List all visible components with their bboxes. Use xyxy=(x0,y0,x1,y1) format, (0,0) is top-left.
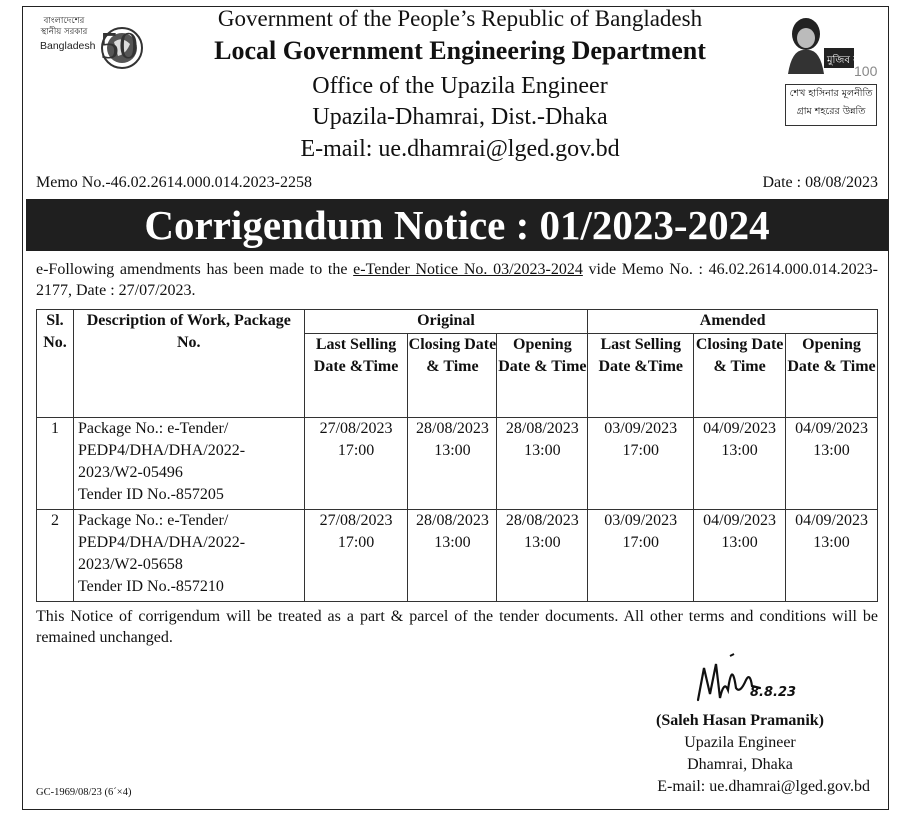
cell-orig-closing xyxy=(408,418,497,510)
government-title: Government of the People’s Republic of Bangladesh xyxy=(217,6,703,31)
time: 17:00 xyxy=(337,534,375,551)
signatory-location: Dhamrai, Dhaka xyxy=(687,756,793,773)
intro-prefix: e-Following amendments has been made to the xyxy=(36,261,354,278)
date: 03/09/2023 xyxy=(604,512,678,529)
time: 13:00 xyxy=(434,534,471,551)
time: 13:00 xyxy=(721,534,758,551)
signatory-block xyxy=(610,710,870,798)
logo-country-text: Bangladesh xyxy=(40,40,96,52)
signatory-email: E-mail: ue.dhamrai@lged.gov.bd xyxy=(657,778,870,795)
time: 13:00 xyxy=(813,442,850,459)
date: 28/08/2023 xyxy=(416,420,489,437)
slogan-line-1: শেখ হাসিনার মূলনীতি xyxy=(789,88,873,99)
col-header-orig-last-selling: Last Selling Date &Time xyxy=(304,334,408,418)
logo-bangla-text: বাংলাদেশের স্থানীয় সরকার xyxy=(40,16,88,37)
cell-amd-closing xyxy=(694,510,786,602)
date: 03/09/2023 xyxy=(604,420,678,437)
date: 04/09/2023 xyxy=(703,512,777,529)
col-header-original: Original xyxy=(304,310,588,334)
mujib-100-logo xyxy=(780,12,878,82)
intro-suffix: vide Memo No. : 46.02.2614.000.014.2023-2177, Date : 27/07/2023. xyxy=(36,261,879,299)
date: 27/08/2023 xyxy=(319,512,393,529)
gc-code: GC-1969/08/23 (6´×4) xyxy=(36,787,132,798)
desc-line: 2023/W2-05496 xyxy=(77,464,183,481)
desc-line: Package No.: e-Tender/ xyxy=(77,512,229,529)
desc-line: PEDP4/DHA/DHA/2022- xyxy=(77,534,246,551)
date: 28/08/2023 xyxy=(505,512,579,529)
time: 17:00 xyxy=(622,442,659,459)
date: 28/08/2023 xyxy=(416,512,489,529)
date: 04/09/2023 xyxy=(795,420,868,437)
col-header-amd-closing: Closing Date & Time xyxy=(694,334,786,418)
time: 17:00 xyxy=(622,534,659,551)
notice-title-banner: Corrigendum Notice : 01/2023-2024 xyxy=(26,199,888,251)
cell-description xyxy=(73,510,304,602)
mujib-logo-number: 100 xyxy=(854,63,878,79)
table-header-row xyxy=(37,310,878,334)
office-email: E-mail: ue.dhamrai@lged.gov.bd xyxy=(300,136,620,162)
slogan-box xyxy=(785,84,877,126)
table-row xyxy=(37,510,878,602)
desc-line: Package No.: e-Tender/ xyxy=(77,420,229,437)
office-title: Office of the Upazila Engineer xyxy=(312,73,608,99)
cell-amd-opening xyxy=(786,418,878,510)
time: 13:00 xyxy=(524,442,561,459)
col-header-description: Description of Work, Package No. xyxy=(73,310,304,418)
cell-description xyxy=(73,418,304,510)
cell-sl: 1 xyxy=(37,418,74,510)
corrigendum-footer-note: This Notice of corrigendum will be treated as a part & parcel of the tender documents. All other terms and conditions will be remained unchanged. xyxy=(36,608,878,646)
cell-orig-opening xyxy=(497,418,588,510)
cell-orig-last-selling xyxy=(304,510,408,602)
col-header-orig-opening: Opening Date & Time xyxy=(497,334,588,418)
col-header-amd-opening: Opening Date & Time xyxy=(786,334,878,418)
date: 27/08/2023 xyxy=(319,420,393,437)
table-row xyxy=(37,418,878,510)
date: 04/09/2023 xyxy=(795,512,868,529)
tender-id: Tender ID No.-857205 xyxy=(77,486,224,503)
col-header-amd-last-selling: Last Selling Date &Time xyxy=(588,334,694,418)
tender-id: Tender ID No.-857210 xyxy=(77,578,224,595)
tender-notice-reference: e-Tender Notice No. 03/2023-2024 xyxy=(353,261,583,278)
amendment-table xyxy=(36,309,878,602)
handwritten-signature xyxy=(690,650,800,712)
mujib-logo-text: মুজিব বর্ষ xyxy=(827,55,865,66)
cell-amd-opening xyxy=(786,510,878,602)
office-location: Upazila-Dhamrai, Dist.-Dhaka xyxy=(312,104,608,130)
logo-number: 50 xyxy=(100,25,138,67)
time: 13:00 xyxy=(434,442,471,459)
desc-line: 2023/W2-05658 xyxy=(77,556,183,573)
col-header-orig-closing: Closing Date & Time xyxy=(408,334,497,418)
desc-line: PEDP4/DHA/DHA/2022- xyxy=(77,442,246,459)
time: 13:00 xyxy=(721,442,758,459)
time: 13:00 xyxy=(813,534,850,551)
signature-date: 8.8.23 xyxy=(750,685,797,700)
time: 17:00 xyxy=(337,442,375,459)
memo-number: Memo No.-46.02.2614.000.014.2023-2258 xyxy=(36,174,312,191)
cell-amd-last-selling xyxy=(588,510,694,602)
mujib-100-logo-icon xyxy=(780,12,878,82)
date: 04/09/2023 xyxy=(703,420,777,437)
col-header-amended: Amended xyxy=(588,310,878,334)
memo-date: Date : 08/08/2023 xyxy=(762,174,878,191)
cell-sl: 2 xyxy=(37,510,74,602)
signatory-name: (Saleh Hasan Pramanik) xyxy=(655,712,824,729)
cell-orig-closing xyxy=(408,510,497,602)
lged-50-years-logo-icon xyxy=(90,14,146,72)
col-header-sl: Sl. No. xyxy=(37,310,74,418)
date: 28/08/2023 xyxy=(505,420,579,437)
signature-icon xyxy=(690,650,800,712)
cell-amd-last-selling xyxy=(588,418,694,510)
intro-paragraph xyxy=(36,259,878,301)
cell-orig-last-selling xyxy=(304,418,408,510)
slogan-line-2: গ্রাম শহরের উন্নতি xyxy=(796,106,866,117)
lged-50-years-logo xyxy=(34,14,146,74)
signatory-designation: Upazila Engineer xyxy=(684,734,796,751)
cell-amd-closing xyxy=(694,418,786,510)
cell-orig-opening xyxy=(497,510,588,602)
department-title: Local Government Engineering Department xyxy=(214,36,706,65)
time: 13:00 xyxy=(524,534,561,551)
